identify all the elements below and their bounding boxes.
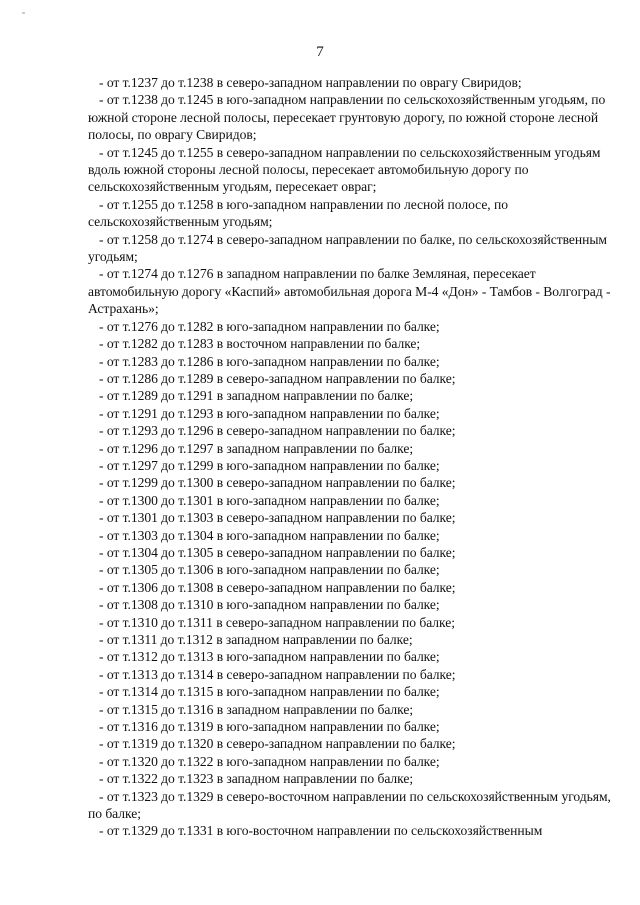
list-item: - от т.1306 до т.1308 в северо-западном направлении по балке; — [99, 579, 456, 595]
paragraph-1255-1258: - от т.1255 до т.1258 в юго-западном направлении по лесной полосе, по сельскохозяйственным угодьям; — [88, 196, 508, 230]
list-item: - от т.1315 до т.1316 в западном направлении по балке; — [99, 701, 414, 717]
list-item: - от т.1310 до т.1311 в северо-западном направлении по балке; — [99, 614, 455, 630]
list-item: - от т.1276 до т.1282 в юго-западном направлении по балке; — [99, 318, 440, 334]
list-item: - от т.1286 до т.1289 в северо-западном направлении по балке; — [99, 370, 456, 386]
list-item: - от т.1314 до т.1315 в юго-западном направлении по балке; — [99, 684, 440, 700]
list-item: - от т.1291 до т.1293 в юго-западном направлении по балке; — [99, 405, 440, 421]
paragraph-1274-1276: - от т.1274 до т.1276 в западном направлении по балке Земляная, пересекает автомобильную дорогу «Каспий» автомобильная дорога М-4 «Дон» - Тамбов - Волгоград - Астрахань»; — [88, 266, 611, 317]
boundary-items-list — [88, 318, 616, 788]
list-item: - от т.1293 до т.1296 в северо-западном направлении по балке; — [99, 423, 456, 439]
list-item: - от т.1289 до т.1291 в западном направлении по балке; — [99, 388, 414, 404]
scan-speck — [22, 12, 25, 14]
list-item: - от т.1297 до т.1299 в юго-западном направлении по балке; — [99, 457, 440, 473]
list-item: - от т.1301 до т.1303 в северо-западном направлении по балке; — [99, 510, 456, 526]
list-item: - от т.1283 до т.1286 в юго-западном направлении по балке; — [99, 353, 440, 369]
paragraph-1245-1255: - от т.1245 до т.1255 в северо-западном направлении по сельскохозяйственным угодьям вдоль южной стороны лесной полосы, пересекает автомобильную дорогу по сельскохозяйственным угодьям, пересекает овраг; — [88, 144, 601, 195]
list-item: - от т.1319 до т.1320 в северо-западном направлении по балке; — [99, 736, 456, 752]
list-item: - от т.1312 до т.1313 в юго-западном направлении по балке; — [99, 649, 440, 665]
list-item: - от т.1304 до т.1305 в северо-западном направлении по балке; — [99, 544, 456, 560]
page-number: 7 — [316, 44, 324, 60]
list-item: - от т.1296 до т.1297 в западном направлении по балке; — [99, 440, 414, 456]
paragraph-1238-1245: - от т.1238 до т.1245 в юго-западном направлении по сельскохозяйственным угодьям, по южной стороне лесной полосы, пересекает грунтовую дорогу, по южной стороне лесной полосы, по оврагу Свиридов; — [88, 92, 606, 143]
list-item: - от т.1308 до т.1310 в юго-западном направлении по балке; — [99, 597, 440, 613]
paragraph-1237-1238: - от т.1237 до т.1238 в северо-западном направлении по оврагу Свиридов; — [99, 75, 522, 90]
paragraph-1323-1329: - от т.1323 до т.1329 в северо-восточном направлении по сельскохозяйственным угодьям, по балке; — [88, 788, 611, 822]
document-body — [88, 74, 616, 840]
list-item: - от т.1299 до т.1300 в северо-западном направлении по балке; — [99, 475, 456, 491]
list-item: - от т.1300 до т.1301 в юго-западном направлении по балке; — [99, 492, 440, 508]
list-item: - от т.1313 до т.1314 в северо-западном направлении по балке; — [99, 666, 456, 682]
list-item: - от т.1282 до т.1283 в восточном направлении по балке; — [99, 336, 421, 352]
list-item: - от т.1316 до т.1319 в юго-западном направлении по балке; — [99, 719, 440, 735]
list-item: - от т.1305 до т.1306 в юго-западном направлении по балке; — [99, 562, 440, 578]
list-item: - от т.1303 до т.1304 в юго-западном направлении по балке; — [99, 527, 440, 543]
list-item: - от т.1322 до т.1323 в западном направлении по балке; — [99, 771, 414, 787]
paragraph-1329-1331: - от т.1329 до т.1331 в юго-восточном направлении по сельскохозяйственным — [99, 823, 543, 839]
list-item: - от т.1311 до т.1312 в западном направлении по балке; — [99, 632, 413, 647]
paragraph-1258-1274: - от т.1258 до т.1274 в северо-западном направлении по балке, по сельскохозяйственным угодьям; — [88, 231, 607, 265]
list-item: - от т.1320 до т.1322 в юго-западном направлении по балке; — [99, 753, 440, 769]
